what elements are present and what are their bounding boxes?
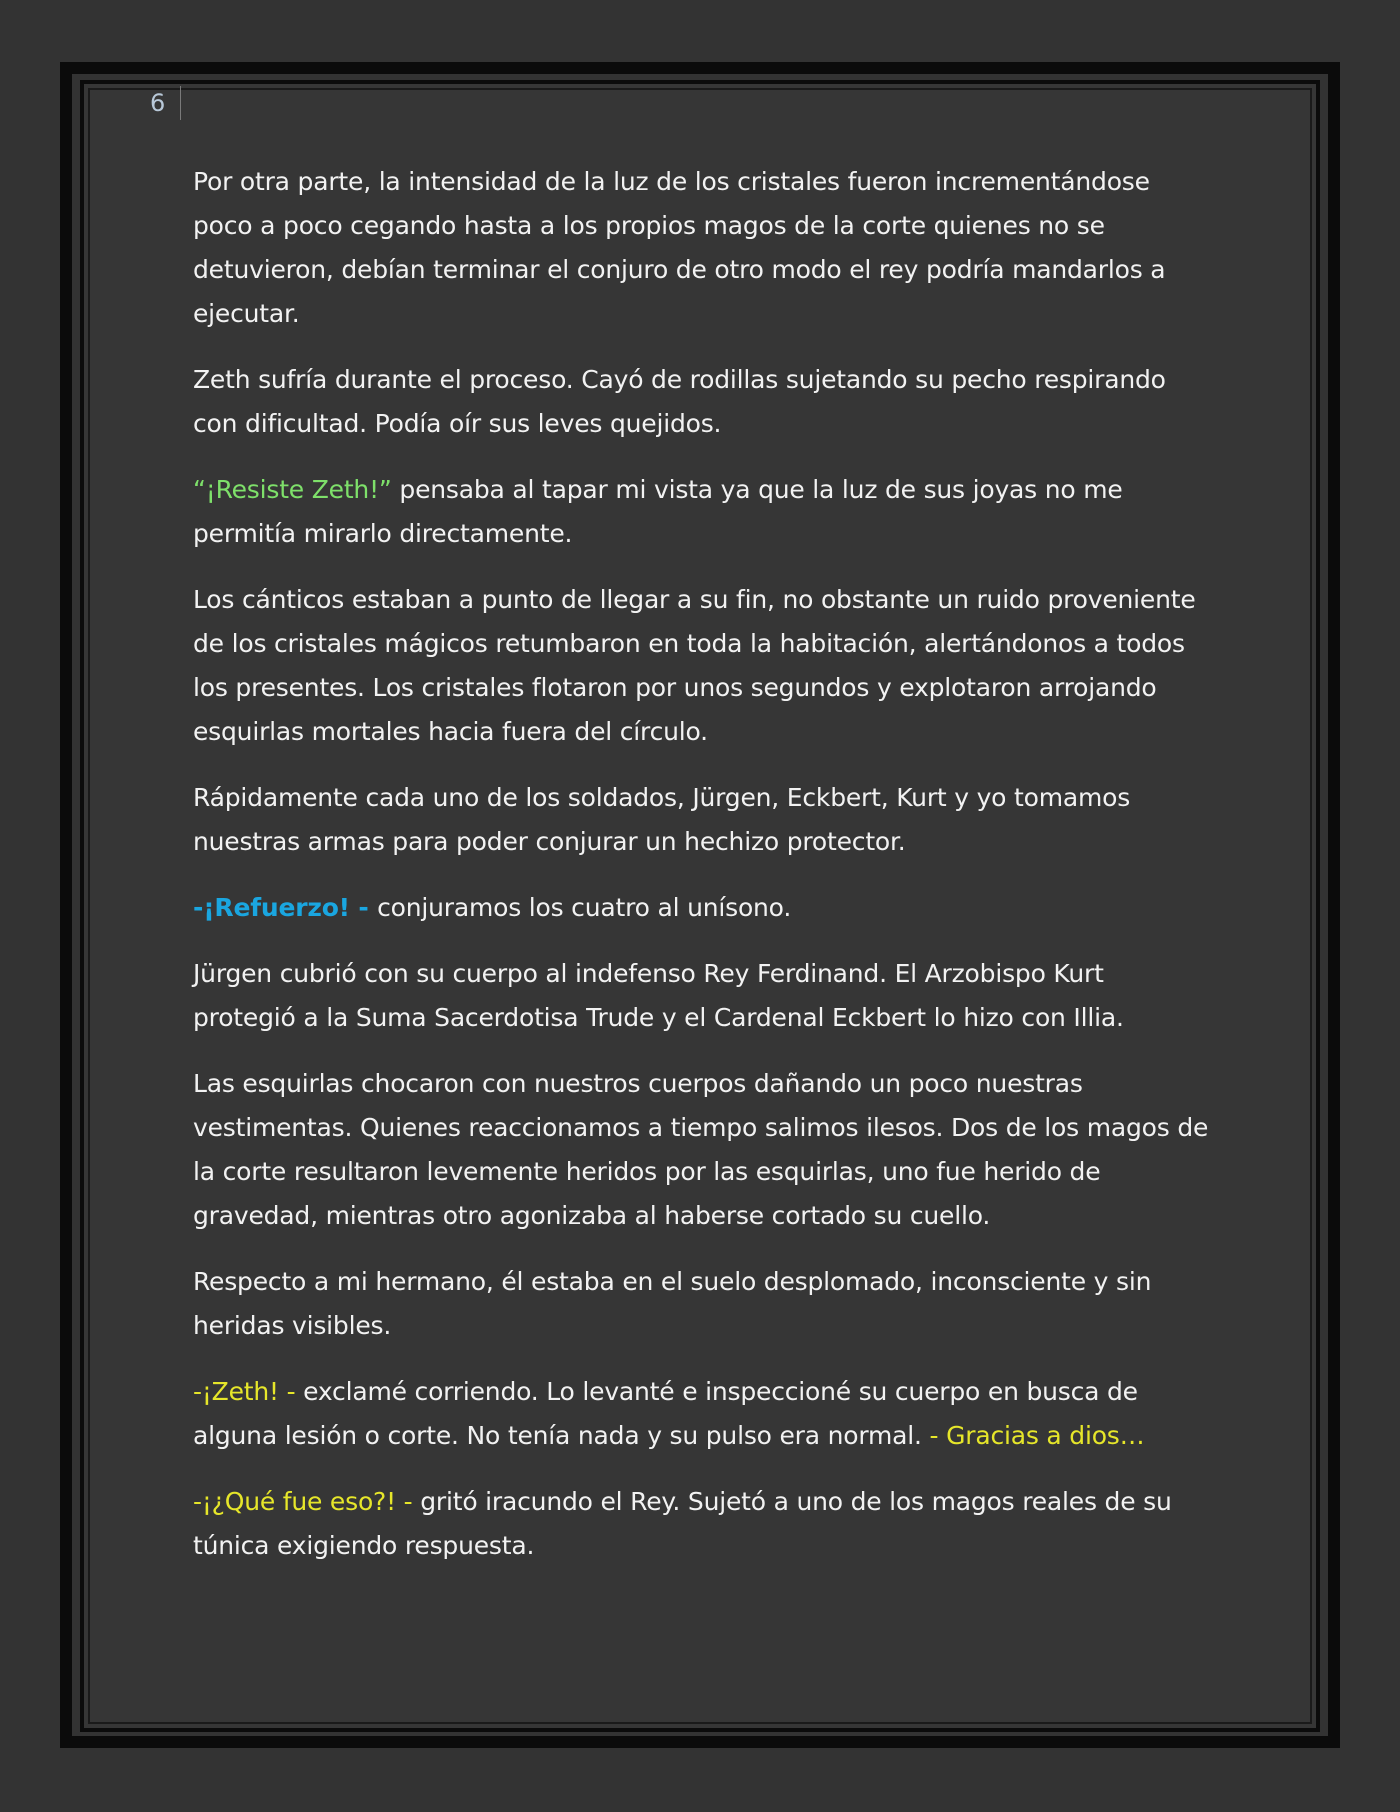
- paragraph-text: Zeth sufría durante el proceso. Cayó de rodillas sujetando su pecho respirando con dificultad. Podía oír sus leves quejidos.: [193, 365, 1166, 438]
- paragraph-text: exclamé corriendo. Lo levanté e inspeccioné su cuerpo en busca de alguna lesión o corte. No tenía nada y su pulso era normal.: [193, 1377, 1138, 1450]
- paragraph: [193, 1480, 1213, 1568]
- paragraph-text: pensaba al tapar mi vista ya que la luz de sus joyas no me permitía mirarlo directamente.: [193, 475, 1123, 548]
- paragraph: [193, 886, 1213, 930]
- speech-text: -¡Zeth! -: [193, 1377, 296, 1406]
- paragraph: [193, 160, 1213, 336]
- paragraph-text: Por otra parte, la intensidad de la luz de los cristales fueron incrementándose poco a poco cegando hasta a los propios magos de la corte quienes no se detuvieron, debían terminar el conjuro de otro modo el rey podría mandarlos a ejecutar.: [193, 167, 1166, 328]
- paragraph: [193, 578, 1213, 754]
- page-content: [193, 160, 1213, 1590]
- paragraph-text: Las esquirlas chocaron con nuestros cuerpos dañando un poco nuestras vestimentas. Quienes reaccionamos a tiempo salimos ilesos. Dos de los magos de la corte resultaron levemente heridos por las esquirlas, uno fue herido de gravedad, mientras otro agonizaba al haberse cortado su cuello.: [193, 1069, 1209, 1230]
- paragraph: [193, 776, 1213, 864]
- spell-text: ¡Refuerzo!: [203, 893, 350, 922]
- paragraph-text: Jürgen cubrió con su cuerpo al indefenso Rey Ferdinand. El Arzobispo Kurt protegió a la Suma Sacerdotisa Trude y el Cardenal Eckbert lo hizo con Illia.: [193, 959, 1124, 1032]
- spell-dash: -: [193, 893, 204, 922]
- paragraph-text: Rápidamente cada uno de los soldados, Jürgen, Eckbert, Kurt y yo tomamos nuestras armas para poder conjurar un hechizo protector.: [193, 783, 1131, 856]
- spell-dash: -: [349, 893, 378, 922]
- paragraph-text: Los cánticos estaban a punto de llegar a su fin, no obstante un ruido proveniente de los cristales mágicos retumbaron en toda la habitación, alertándonos a todos los presentes. Los cristales flotaron por unos segundos y explotaron arrojando esquirlas mortales hacia fuera del círculo.: [193, 585, 1196, 746]
- paragraph: [193, 952, 1213, 1040]
- paragraph-text: gritó iracundo el Rey. Sujetó a uno de los magos reales de su túnica exigiendo respuesta.: [193, 1487, 1172, 1560]
- paragraph: [193, 1370, 1213, 1458]
- paragraph: [193, 1260, 1213, 1348]
- page-number: 6: [150, 86, 181, 120]
- paragraph: [193, 1062, 1213, 1238]
- paragraph: [193, 468, 1213, 556]
- paragraph-text: conjuramos los cuatro al unísono.: [377, 893, 792, 922]
- speech-text: - Gracias a dios…: [929, 1421, 1145, 1450]
- paragraph: [193, 358, 1213, 446]
- thought-text: “¡Resiste Zeth!”: [193, 475, 392, 504]
- speech-text: -¡¿Qué fue eso?! -: [193, 1487, 413, 1516]
- paragraph-text: Respecto a mi hermano, él estaba en el suelo desplomado, inconsciente y sin heridas visibles.: [193, 1267, 1152, 1340]
